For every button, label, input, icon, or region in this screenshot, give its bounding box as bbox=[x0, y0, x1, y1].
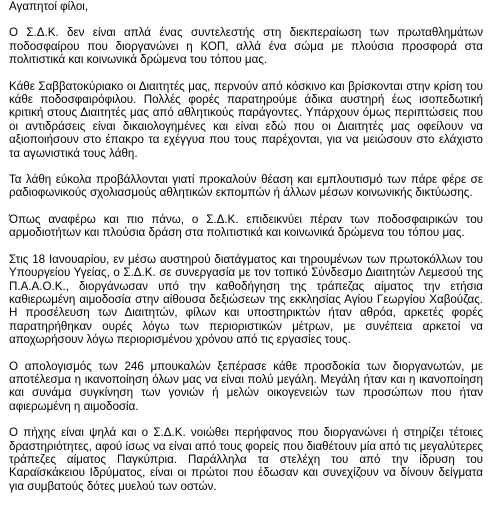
paragraph-referee-criticism: Κάθε Σαββατοκύριακο οι Διαιτητές μας, περνούν από κόσκινο και βρίσκονται στην κρίση του κάθε ποδοσφαιρόφιλου. Πολλές φορές παρατηρούμε άδικα αυστηρή έως ισοπεδωτική κριτική στους Διαιτητές μας από αθλητικούς παράγοντες. Υπάρχουν όμως περιπτώσεις που οι αντιδράσεις είναι δικαιολογημένες και είναι εδώ που οι Διαιτητές μας οφείλουν να αξιοποιήσουν στο έπακρο τα εχέγγυα που τους παρέχονται, για να μειώσουν στο ελάχιστο τα αγωνιστικά τους λάθη. bbox=[9, 79, 483, 160]
greeting: Αγαπητοί φίλοι, bbox=[9, 0, 89, 13]
paragraph-results: Ο απολογισμός των 246 μπουκαλών ξεπέρασε κάθε προσδοκία των διοργανωτών, με αποτέλεσμα η ικανοποίηση όλων μας να είναι πολύ μεγάλη. Μεγάλη ήταν και η ικανοποίηση και συνάμα συγκίνηση των γονιών ή μελών οικογενειών των προσώπων που ήταν αφιερωμένη η αιμοδοσία. bbox=[9, 359, 483, 413]
letter-document bbox=[9, 0, 483, 506]
paragraph-cultural-activity: Όπως αναφέρω και πιο πάνω, ο Σ.Δ.Κ. επιδεικνύει πέραν των ποδοσφαιρικών του αρμοδιοτήτων και πλούσια δράση στα πολιτιστικά και κοινωνικά δρώμενα του τόπου μας. bbox=[9, 212, 483, 240]
paragraph-blood-donation: Στις 18 Ιανουαρίου, εν μέσω αυστηρού διατάγματος και τηρουμένων των πρωτοκόλλων του Υπουργείου Υγείας, ο Σ.Δ.Κ. σε συνεργασία με τον τοπικό Σύνδεσμο Διαιτητών Λεμεσού της Π.Α.Α.Ο.Κ., διοργάνωσαν υπό την καθοδήγηση της τράπεζας αίματος την ετήσια καθιερωμένη αιμοδοσία στην αίθουσα δεξιώσεων της εκκλησίας Αγίου Γεωργίου Χαβούζας. Η προσέλευση των Διαιτητών, φίλων και υποστηρικτών ήταν αθρόα, αρκετές φορές παρατηρήθηκαν ουρές λόγω των περιοριστικών μέτρων, με συνέπεια αρκετοί να αποχωρήσουν λόγω περιορισμένου χρόνου από τις εργασίες τους. bbox=[9, 252, 483, 347]
paragraph-media-errors: Τα λάθη εύκολα προβάλλονται γιατί προκαλούν θέαση και εμπλουτισμό των πάρε φέρε σε ραδιοφωνικούς σχολιασμούς αθλητικών εκπομπών ή άλλων μέσων κοινωνικής δικτύωσης. bbox=[9, 173, 483, 200]
paragraph-closing: Ο πήχης είναι ψηλά και ο Σ.Δ.Κ. νοιώθει περήφανος που διοργανώνει ή στηρίζει τέτοιες δραστηριότητες, αφού ίσως να είναι από τους φορείς που διαθέτουν μία από τις μεγαλύτερες τράπεζες αίματος Παγκύπρια. Παράλληλα τα στελέχη του από την ίδρυση του Καραϊσκάκειου Ιδρύματος, είναι οι πρώτοι που έδωσαν και συνεχίζουν να δίνουν δείγματα για συμβατούς δότες μυελού των οστών. bbox=[9, 426, 483, 493]
paragraph-intro: Ο Σ.Δ.Κ. δεν είναι απλά ένας συντελεστής στη διεκπεραίωση των πρωταθλημάτων ποδοσφαίρου που διοργανώνει η ΚΟΠ, αλλά ένα σώμα με πλούσια προσφορά στα πολιτιστικά και κοινωνικά δρώμενα του τόπου μας. bbox=[9, 26, 483, 67]
